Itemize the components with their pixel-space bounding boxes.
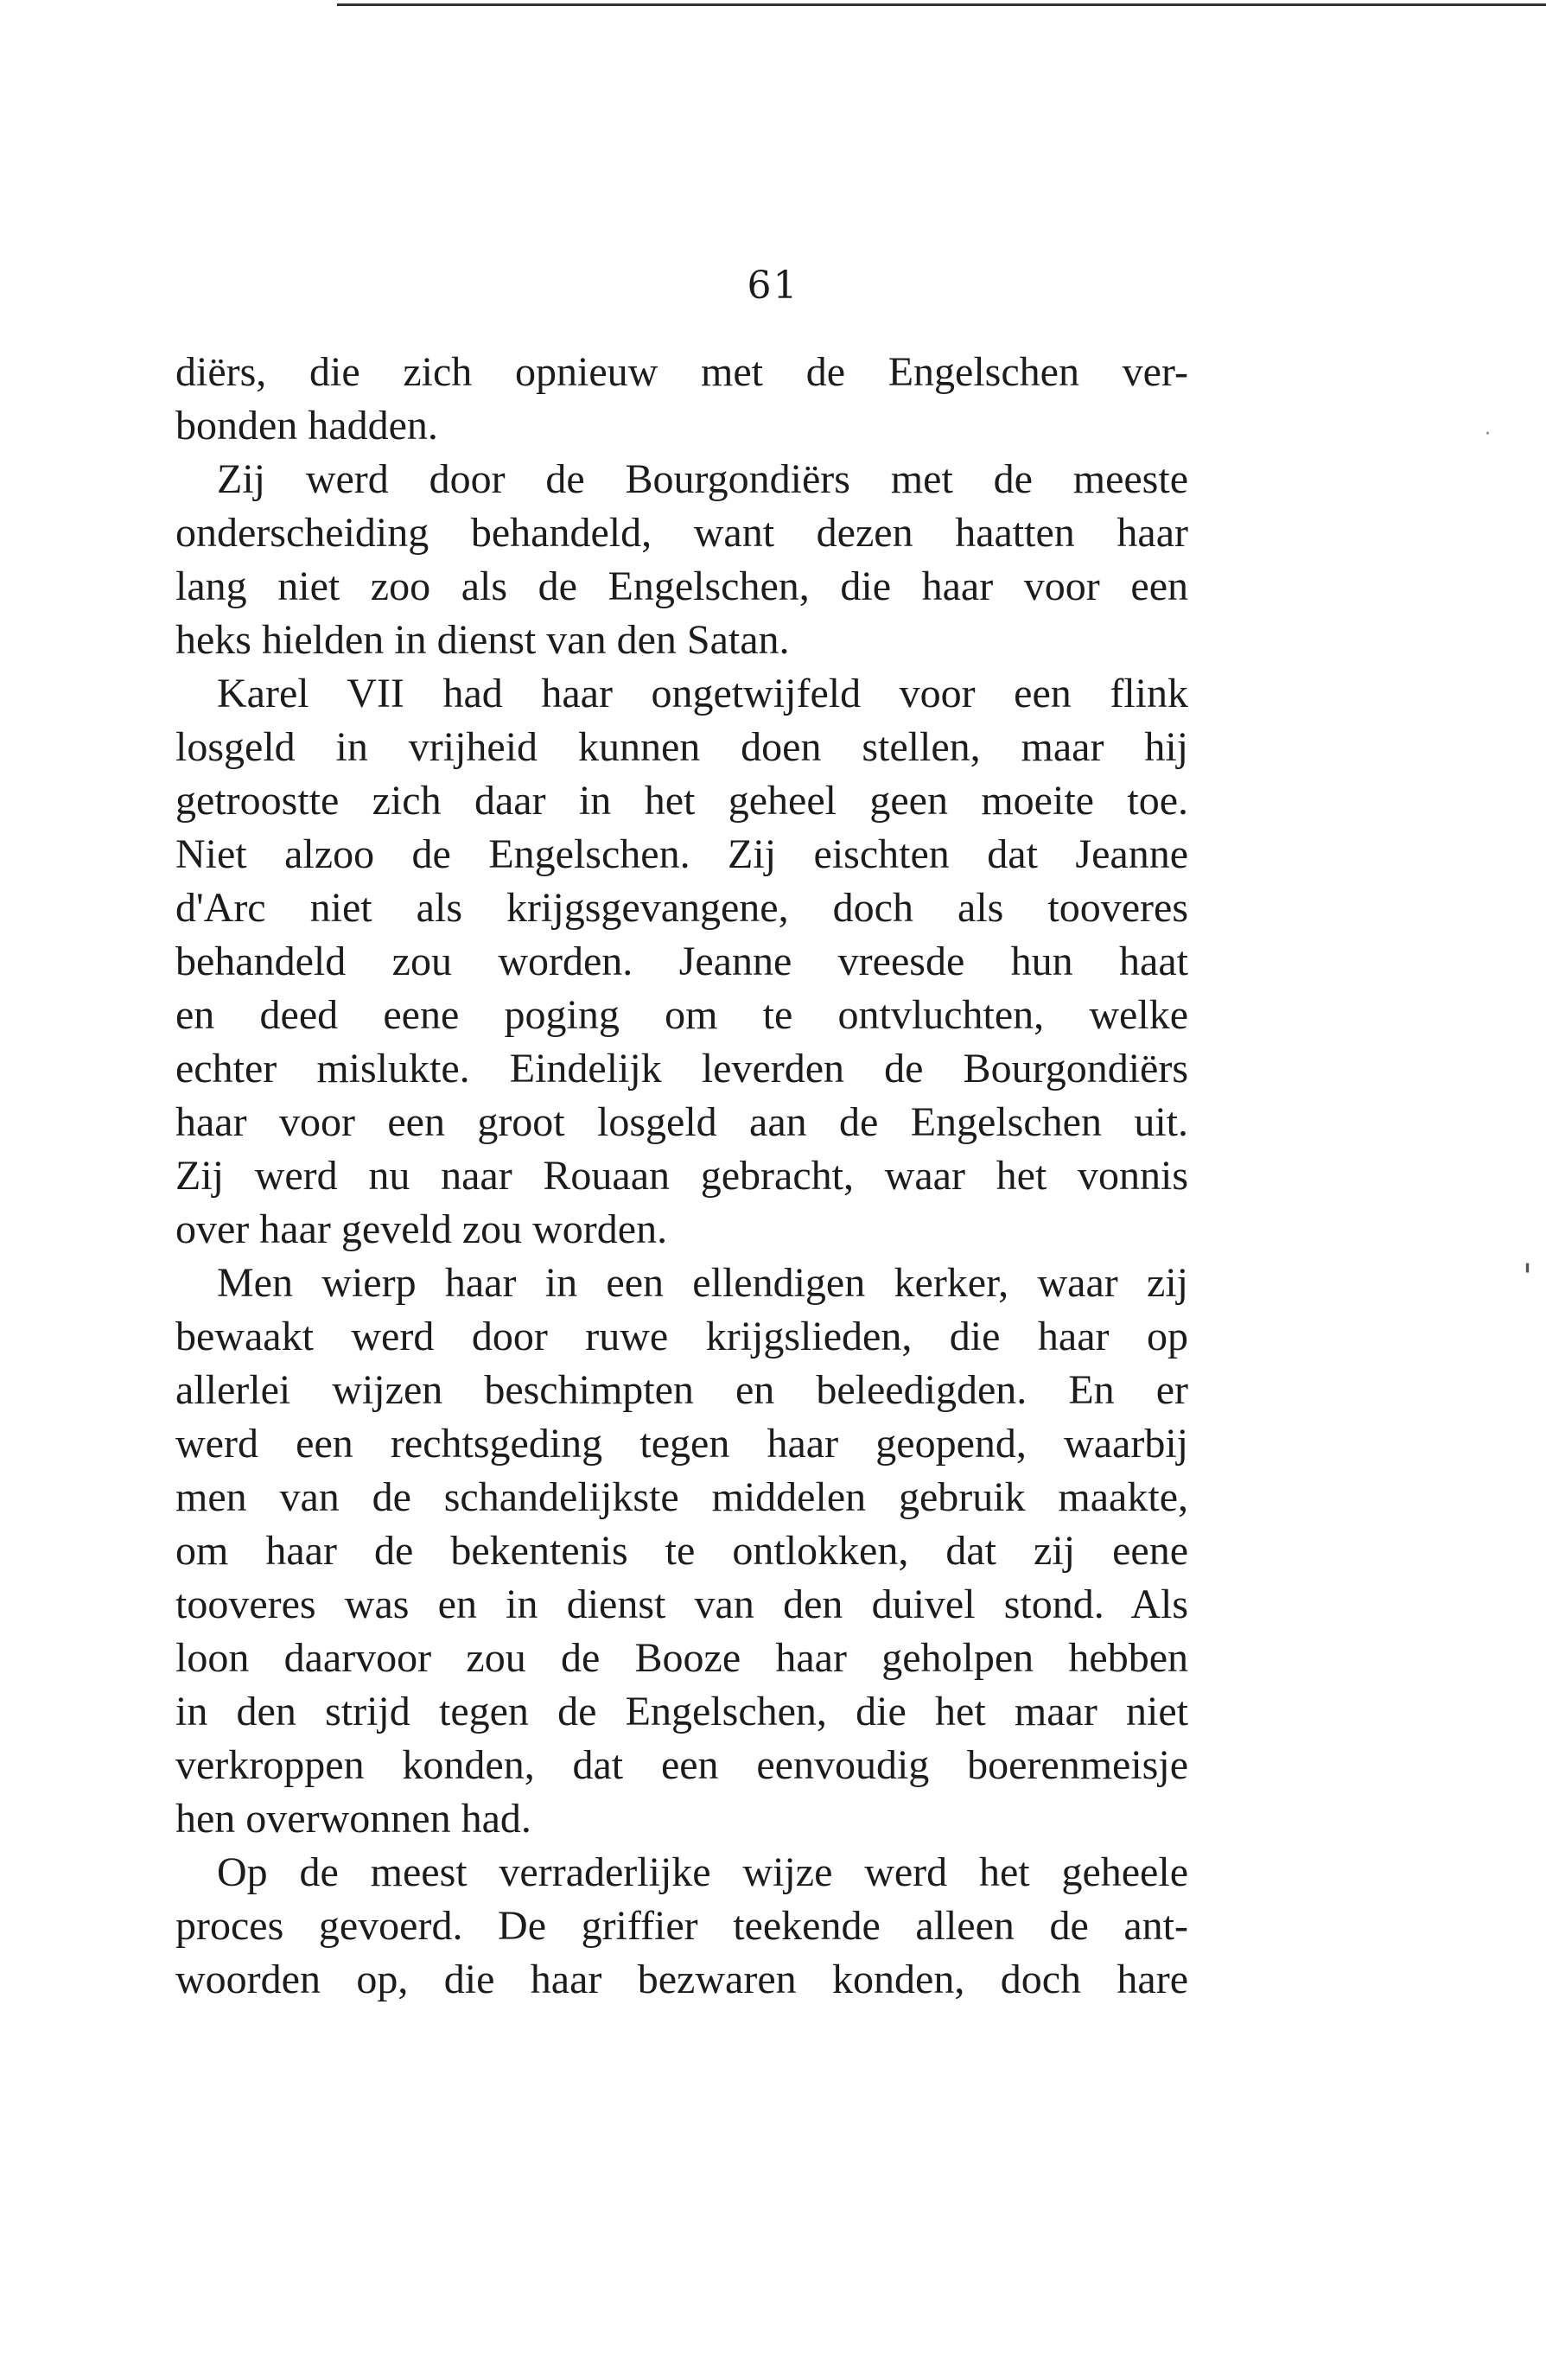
- text-line: behandeld zou worden. Jeanne vreesde hun haat: [175, 939, 1188, 984]
- scan-speck: ': [1523, 1257, 1532, 1297]
- text-line: Op de meest verraderlijke wijze werd het geheele: [217, 1849, 1188, 1895]
- text-line: getroostte zich daar in het geheel geen moeite toe.: [175, 778, 1188, 824]
- text-line: allerlei wijzen beschimpten en beleedigden. En er: [175, 1367, 1188, 1413]
- text-line: verkroppen konden, dat een eenvoudig boerenmeisje: [175, 1742, 1188, 1788]
- text-line: haar voor een groot losgeld aan de Engelschen uit.: [175, 1099, 1188, 1145]
- text-line: diërs, die zich opnieuw met de Engelschen ver-: [175, 349, 1188, 395]
- text-line: lang niet zoo als de Engelschen, die haar voor een: [175, 563, 1188, 609]
- text-line: proces gevoerd. De griffier teekende alleen de ant-: [175, 1903, 1188, 1949]
- paragraph-4: [175, 1257, 1188, 1846]
- text-line: loon daarvoor zou de Booze haar geholpen hebben: [175, 1635, 1188, 1681]
- text-line: losgeld in vrijheid kunnen doen stellen, maar hij: [175, 724, 1188, 770]
- text-line: om haar de bekentenis te ontlokken, dat zij eene: [175, 1528, 1188, 1574]
- text-line: in den strijd tegen de Engelschen, die het maar niet: [175, 1689, 1188, 1734]
- text-line: werd een rechtsgeding tegen haar geopend, waarbij: [175, 1421, 1188, 1467]
- page-number: 61: [747, 264, 799, 308]
- text-line: over haar geveld zou worden.: [175, 1206, 668, 1252]
- text-line: en deed eene poging om te ontvluchten, welke: [175, 992, 1188, 1038]
- text-line: echter mislukte. Eindelijk leverden de Bourgondiërs: [175, 1046, 1188, 1091]
- text-line: hen overwonnen had.: [175, 1796, 531, 1842]
- text-line: men van de schandelijkste middelen gebruik maakte,: [175, 1474, 1188, 1520]
- scan-speck: ·: [1485, 423, 1491, 445]
- text-line: Karel VII had haar ongetwijfeld voor een flink: [217, 671, 1188, 716]
- text-line: woorden op, die haar bezwaren konden, doch hare: [175, 1957, 1188, 2002]
- text-line: Zij werd door de Bourgondiërs met de meeste: [217, 456, 1188, 502]
- body-text: [175, 346, 1188, 2007]
- text-line: tooveres was en in dienst van den duivel stond. Als: [175, 1581, 1188, 1627]
- text-line: bewaakt werd door ruwe krijgslieden, die haar op: [175, 1314, 1188, 1359]
- paragraph-1: [175, 346, 1188, 453]
- paragraph-5: [175, 1846, 1188, 2007]
- paragraph-2: [175, 453, 1188, 667]
- text-line: onderscheiding behandeld, want dezen haatten haar: [175, 510, 1188, 556]
- text-line: d'Arc niet als krijgsgevangene, doch als tooveres: [175, 885, 1188, 931]
- text-line: heks hielden in dienst van den Satan.: [175, 617, 790, 663]
- text-line: Niet alzoo de Engelschen. Zij eischten dat Jeanne: [175, 831, 1188, 877]
- text-line: bonden hadden.: [175, 403, 438, 449]
- text-line: Men wierp haar in een ellendigen kerker, waar zij: [217, 1260, 1188, 1306]
- text-line: Zij werd nu naar Rouaan gebracht, waar het vonnis: [175, 1153, 1188, 1199]
- top-edge-rule: [337, 3, 1546, 6]
- paragraph-3: [175, 667, 1188, 1257]
